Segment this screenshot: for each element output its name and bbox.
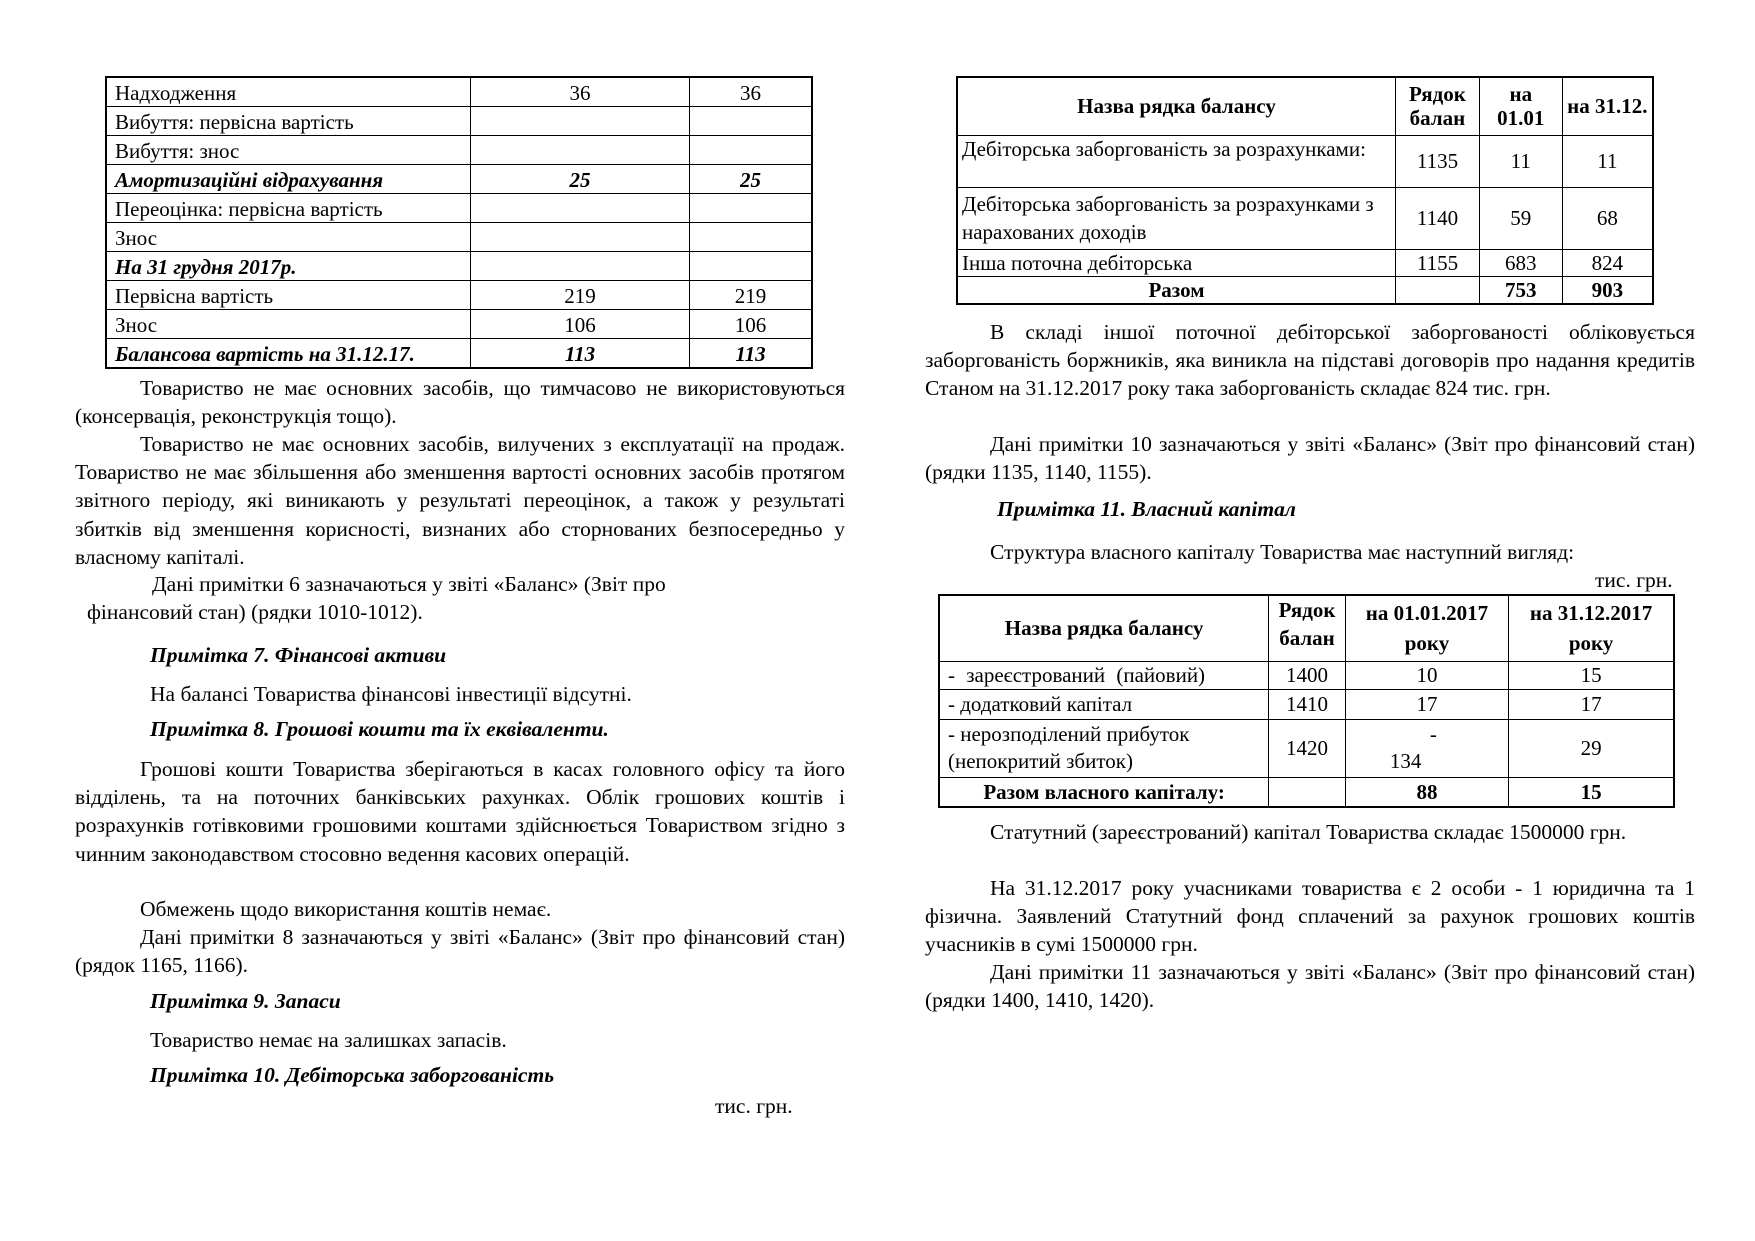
row-code: 1155 (1396, 249, 1480, 276)
row-code: 1400 (1269, 661, 1346, 689)
row-value-start: 113 (471, 339, 690, 369)
row-value-start: 36 (471, 77, 690, 107)
table-header-end: на 31.12.2017 року (1509, 595, 1674, 661)
row-start: 59 (1479, 187, 1562, 249)
paragraph-note10-ref: Дані примітки 10 зазначаються у звіті «Баланс» (Звіт про фінансовий стан) (рядки 1135, 1140, 1155). (925, 432, 1695, 485)
row-value-end: 25 (689, 165, 812, 194)
heading-note11: Примітка 11. Власний капітал (997, 497, 1296, 521)
row-code: 1420 (1269, 719, 1346, 777)
row-end: 11 (1562, 135, 1653, 187)
row-label: Балансова вартість на 31.12.17. (106, 339, 471, 369)
row-value-start: 106 (471, 310, 690, 339)
table-row (106, 77, 812, 107)
row-value-end (689, 136, 812, 165)
table-row (939, 689, 1674, 719)
paragraph-no-disposed-assets: Товариство не має основних засобів, вилучених з експлуатації на продаж. Товариство не має збільшення або зменшення вартості основних засобів протягом звітного періоду, які виникають у результаті переоцінок, а також у результаті збитків від зменшення корисності, визнаних або сторнованих безпосередньо у власному капіталі. (75, 432, 845, 569)
paragraph-note9: Товариство немає на залишках запасів. (150, 1028, 507, 1052)
table-row (106, 223, 812, 252)
table-row (106, 165, 812, 194)
table-row (957, 249, 1653, 276)
table-header-code-text: Рядок балан (1278, 598, 1336, 650)
row-end: 68 (1562, 187, 1653, 249)
table-header-name: Назва рядка балансу (939, 595, 1269, 661)
row-end: 17 (1509, 689, 1674, 719)
row-start: 683 (1479, 249, 1562, 276)
table-row (106, 339, 812, 369)
total-end: 15 (1509, 777, 1674, 807)
row-code: 1140 (1396, 187, 1480, 249)
row-code: 1410 (1269, 689, 1346, 719)
row-value-start (471, 223, 690, 252)
table-row (106, 310, 812, 339)
receivables-table (956, 76, 1654, 305)
table-row (957, 135, 1653, 187)
heading-note9: Примітка 9. Запаси (150, 989, 341, 1013)
total-end: 903 (1562, 276, 1653, 304)
total-code (1396, 276, 1480, 304)
row-label: Знос (106, 223, 471, 252)
heading-note7: Примітка 7. Фінансові активи (150, 643, 447, 667)
table-row (939, 719, 1674, 777)
row-label: Знос (106, 310, 471, 339)
total-start: 88 (1345, 777, 1508, 807)
row-end: 15 (1509, 661, 1674, 689)
total-code (1269, 777, 1346, 807)
paragraph-participants: На 31.12.2017 року учасниками товариства є 2 особи - 1 юридична та 1 фізична. Заявлений Статутний фонд сплачений за рахунок грошових коштів учасників в сумі 1500000 грн. (925, 876, 1695, 957)
row-start (1345, 719, 1508, 777)
row-start: 17 (1345, 689, 1508, 719)
row-start: 10 (1345, 661, 1508, 689)
table-header-start: на 01.01.2017 року (1345, 595, 1508, 661)
row-value-end (689, 194, 812, 223)
row-value-end: 36 (689, 77, 812, 107)
row-name-line1: - нерозподілений прибуток (948, 722, 1190, 746)
row-name: - додатковий капітал (939, 689, 1269, 719)
row-label: На 31 грудня 2017р. (106, 252, 471, 281)
paragraph-note8-ref: Дані примітки 8 зазначаються у звіті «Баланс» (Звіт про фінансовий стан) (рядок 1165, 1166). (75, 925, 845, 978)
unit-label: тис. грн. (715, 1094, 793, 1118)
row-value-end (689, 107, 812, 136)
table-row (939, 661, 1674, 689)
row-end: 824 (1562, 249, 1653, 276)
row-name-line2: (непокритий збиток) (948, 749, 1133, 773)
equity-table (938, 594, 1675, 808)
row-value-start (471, 252, 690, 281)
row-value-end: 219 (689, 281, 812, 310)
fixed-assets-table (105, 76, 813, 369)
paragraph-equity-structure: Структура власного капіталу Товариства має наступний вигляд: (990, 540, 1575, 564)
total-start: 753 (1479, 276, 1562, 304)
unit-label-right: тис. грн. (1595, 568, 1673, 592)
row-start: 11 (1479, 135, 1562, 187)
row-label: Вибуття: знос (106, 136, 471, 165)
row-value-start: 219 (471, 281, 690, 310)
table-row (106, 136, 812, 165)
paragraph-note6-ref-line2: фінансовий стан) (рядки 1010-1012). (87, 600, 423, 624)
paragraph-note7: На балансі Товариства фінансові інвестиції відсутні. (150, 682, 632, 706)
row-name: - зареєстрований (пайовий) (939, 661, 1269, 689)
row-code: 1135 (1396, 135, 1480, 187)
table-row (957, 187, 1653, 249)
row-value-start (471, 194, 690, 223)
table-row (106, 281, 812, 310)
paragraph-note8-restrictions: Обмежень щодо використання коштів немає. (140, 897, 552, 921)
total-label: Разом (957, 276, 1396, 304)
row-label: Первісна вартість (106, 281, 471, 310)
row-name: Інша поточна дебіторська (957, 249, 1396, 276)
row-name: Дебіторська заборгованість за розрахунками: (957, 135, 1396, 187)
row-start-dash: - (1429, 722, 1437, 746)
table-header-code (1269, 595, 1346, 661)
paragraph-no-idle-assets: Товариство не має основних засобів, що тимчасово не використовуються (консервація, реконструкція тощо). (75, 376, 845, 429)
row-name: Дебіторська заборгованість за розрахунками з нарахованих доходів (957, 187, 1396, 249)
row-value-start: 25 (471, 165, 690, 194)
row-start-value: 134 (1389, 749, 1422, 773)
table-header-name: Назва рядка балансу (957, 77, 1396, 135)
table-total-row (957, 276, 1653, 304)
row-label: Надходження (106, 77, 471, 107)
row-name (939, 719, 1269, 777)
table-row (106, 252, 812, 281)
paragraph-registered-capital: Статутний (зареєстрований) капітал Товариства складає 1500000 грн. (990, 820, 1627, 844)
table-row (106, 107, 812, 136)
paragraph-other-receivables: В складі іншої поточної дебіторської заборгованості обліковується заборгованість боржників, яка виникла на підставі договорів про надання кредитів Станом на 31.12.2017 року така заборгованість складає 824 тис. грн. (925, 320, 1695, 401)
row-value-end (689, 252, 812, 281)
row-value-end: 106 (689, 310, 812, 339)
row-end: 29 (1509, 719, 1674, 777)
row-label: Амортизаційні відрахування (106, 165, 471, 194)
table-row (106, 194, 812, 223)
row-value-end (689, 223, 812, 252)
table-total-row (939, 777, 1674, 807)
paragraph-note11-ref: Дані примітки 11 зазначаються у звіті «Баланс» (Звіт про фінансовий стан) (рядки 1400, 1410, 1420). (925, 960, 1695, 1013)
total-label: Разом власного капіталу: (939, 777, 1269, 807)
table-header-start: на 01.01 (1479, 77, 1562, 135)
row-value-start (471, 107, 690, 136)
row-label: Переоцінка: первісна вартість (106, 194, 471, 223)
row-value-start (471, 136, 690, 165)
row-label: Вибуття: первісна вартість (106, 107, 471, 136)
heading-note8: Примітка 8. Грошові кошти та їх еквіваленти. (150, 717, 609, 741)
table-header-code: Рядок балан (1396, 77, 1480, 135)
paragraph-note6-ref-line1: Дані примітки 6 зазначаються у звіті «Баланс» (Звіт про (152, 572, 666, 596)
row-value-end: 113 (689, 339, 812, 369)
paragraph-note8-cash: Грошові кошти Товариства зберігаються в касах головного офісу та його відділень, та на поточних банківських рахунках. Облік грошових коштів і розрахунків готівковими грошовими коштами здійснюється Товариством згідно з чинним законодавством стосовно ведення касових операцій. (75, 757, 845, 866)
table-header-end: на 31.12. (1562, 77, 1653, 135)
heading-note10: Примітка 10. Дебіторська заборгованість (150, 1063, 555, 1087)
